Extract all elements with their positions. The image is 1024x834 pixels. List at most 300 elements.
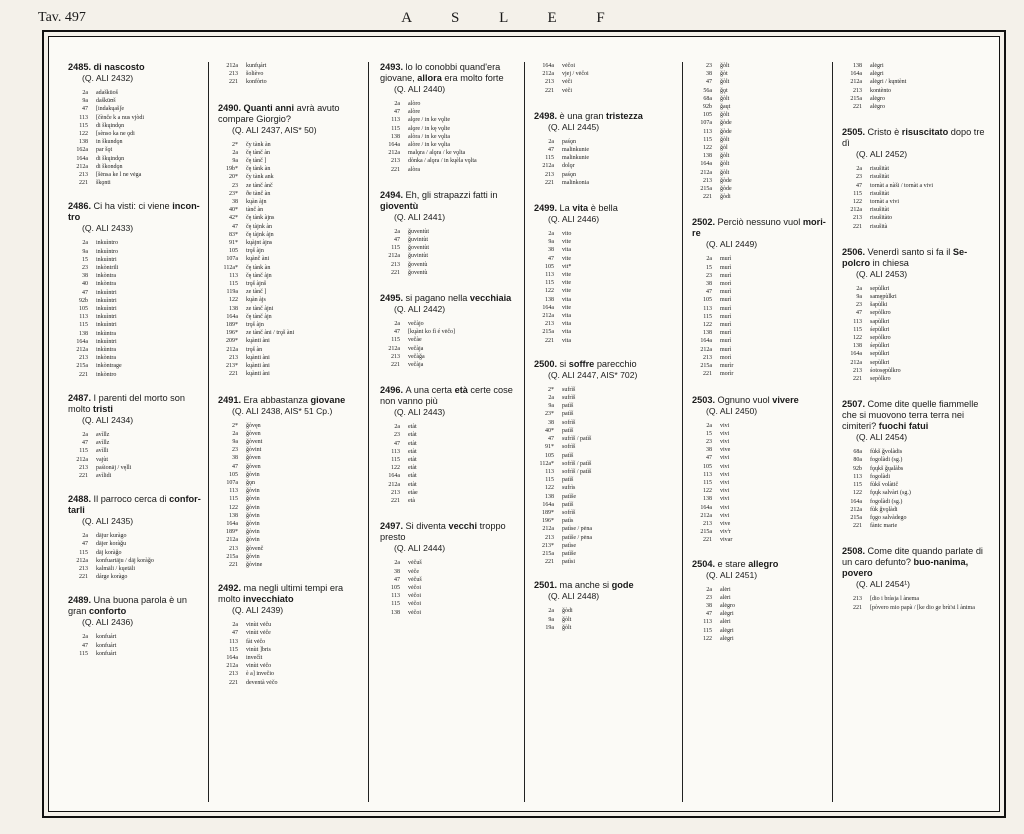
dialect-form: konfuárt [96,650,117,657]
entry [370,293,524,369]
response-row [370,353,524,361]
dialect-form: fǫgo salvàdego [870,514,907,521]
dialect-form: čę tànč àjn [246,313,272,320]
response-list [524,138,682,187]
response-row [832,326,994,334]
survey-point: 213 [703,177,712,184]
dialect-form: vėčoi [562,63,575,69]
survey-point: 47 [548,255,554,262]
entry-question-tail: era molto forte [441,73,504,83]
dialect-form: sofrìš [562,509,576,516]
dialect-form: ðe tànč àn [246,190,271,197]
response-list [682,255,832,378]
survey-point: 2a [232,622,238,629]
survey-point: 2a [232,149,238,156]
response-row [370,252,524,260]
dialect-form: fǫųk salvàri (sg.) [870,490,911,497]
response-row [832,206,994,214]
response-list [58,239,208,378]
dialect-form: fogolàdi [870,473,890,480]
survey-point: 23 [706,438,712,445]
dialect-form: śotosępùlkro [870,367,901,374]
survey-point: 164a [700,161,712,168]
response-row [682,78,832,86]
entry-keyword: conforto [88,606,127,617]
survey-point: 47 [232,630,238,637]
response-row [682,454,832,462]
response-row [524,230,682,238]
dialect-form: vit* [562,263,572,270]
dialect-form: alǫre / in ke vǫlte [408,117,450,124]
response-list [524,230,682,345]
entry-question: A una certa [405,385,455,396]
dialect-form: sofrìš / patìš [562,468,592,475]
entry-reference: (Q. ALI 2448) [548,591,600,602]
response-row [370,157,524,165]
entry-reference: (Q. ALI 2451) [706,569,758,580]
entry [208,62,368,87]
entry-reference: (Q. ALI 2446) [548,214,600,225]
response-row [208,561,368,569]
survey-point: 122 [79,131,88,138]
dialect-form: ǧòlt [720,136,730,143]
survey-point: 212a [700,169,712,176]
response-row [208,255,368,263]
dialect-form: ǧòde [720,120,732,127]
survey-point: 47 [394,329,400,336]
dialect-form: dājur kuràgo [96,533,127,540]
dialect-form: vita [562,313,571,320]
response-row [832,70,994,78]
survey-point: 164a [850,351,862,358]
entry-reference: (Q. ALI 2442) [394,304,446,315]
survey-point: 213 [229,71,238,78]
response-row [832,173,994,181]
survey-point: 221 [853,604,862,611]
survey-point: 113 [391,593,400,600]
survey-point: 221 [853,523,862,530]
entry [832,62,994,111]
survey-point: 19a [545,624,554,631]
survey-point: 20* [229,174,238,181]
response-row [832,367,994,375]
survey-point: 221 [229,371,238,378]
response-row [832,182,994,190]
response-row [524,78,682,86]
dialect-form: kųànti àni [246,363,270,370]
dialect-form: škǫnti [96,180,111,187]
entry-question-tail: dopo tre dì [842,127,985,149]
entry [370,521,524,616]
survey-point: 68a [703,95,712,102]
dialect-form: avìllz [96,440,110,447]
response-row [682,152,832,160]
dialect-form: ze tànč àjni [246,305,274,312]
response-row [524,542,682,550]
dialect-form: inkùntra [96,330,116,337]
entry [524,203,682,345]
survey-point: 213 [229,545,238,552]
dialect-form: alėgri [720,635,734,642]
response-row [58,362,208,370]
survey-point: 115 [229,496,238,503]
entry-number: 2491. [218,394,244,405]
survey-point: 213 [853,215,862,222]
survey-point: 2a [706,422,712,429]
survey-point: 115 [853,190,862,197]
dialect-form: adašküoš [96,90,118,96]
response-row [524,287,682,295]
response-row [832,198,994,206]
survey-point: 212a [388,253,400,260]
survey-point: 113 [853,318,862,325]
dialect-form: patìše [562,493,576,500]
response-row [524,558,682,566]
survey-point: 213 [703,354,712,361]
survey-point: 113 [229,488,238,495]
dialect-form: vėčuš [408,560,422,567]
entry-reference: (Q. ALI 2444) [394,543,446,554]
dialect-form: trǫš àjn [246,322,264,329]
survey-point: 122 [853,490,862,497]
response-row [370,489,524,497]
entry-number: 2496. [380,385,406,396]
survey-point: 105 [545,452,554,459]
survey-point: 23 [706,63,712,69]
response-list [682,62,832,201]
dialect-form: età [408,498,415,505]
dialect-form: [indakųašʃe [96,106,124,113]
response-row [208,679,368,687]
entry-question: ma anche si [559,580,612,591]
dialect-form: etàt [408,440,417,447]
survey-point: 2a [82,533,88,540]
page-header [0,0,1024,28]
survey-point: 221 [391,269,400,276]
response-row [58,642,208,650]
entry [832,247,994,383]
survey-point: 213 [229,671,238,678]
survey-point: 83* [229,231,238,238]
column-1 [58,62,209,802]
dialect-form: fàt vėčo [246,638,266,645]
survey-point: 23* [545,411,554,418]
response-row [682,255,832,263]
response-row [58,447,208,455]
entry-question: Quanti [243,102,276,113]
response-row [832,78,994,86]
response-row [524,255,682,263]
entry [58,393,208,480]
dialect-form: inkòntrili [96,265,119,272]
survey-point: 213 [79,172,88,179]
dialect-form: ǧòlt [720,63,730,69]
response-row [524,402,682,410]
entry-keyword: tristezza [606,110,643,121]
dialect-form: sufrìš / patìš [562,436,592,443]
response-row [58,565,208,573]
dialect-form: sepùlkri [870,351,890,358]
survey-point: 212a [226,663,238,670]
entry [208,103,368,379]
dialect-form: ǧòvin [246,512,260,519]
dialect-form: ǧòde [720,186,732,193]
entry-number: 2501. [534,580,560,591]
atlas-title: A S L E F [401,10,623,26]
survey-point: 122 [229,297,238,304]
dialect-form: trǫš àjnš [246,281,267,288]
response-row [682,111,832,119]
response-row [524,616,682,624]
dialect-form: ǧoventù [408,269,428,276]
survey-point: 138 [853,343,862,350]
dialect-form: kųàn àjn [246,199,267,206]
survey-point: 47 [706,611,712,618]
response-row [524,279,682,287]
survey-point: 138 [853,63,862,69]
survey-point: 47 [394,576,400,583]
survey-point: 115 [545,280,554,287]
survey-point: 112a* [223,264,238,271]
response-row [370,236,524,244]
entry-keyword: anni [275,102,295,113]
dialect-form: ze tànč ànč [246,182,273,189]
dialect-form: murì [720,305,732,312]
survey-point: 215a [76,363,88,370]
response-row [208,479,368,487]
entry [832,399,994,530]
dialect-form: inkuìntri [96,256,117,263]
response-row [682,103,832,111]
survey-point: 164a [76,338,88,345]
response-row [524,476,682,484]
response-list [370,100,524,174]
survey-point: 2a [548,608,554,615]
entry-title [380,190,520,212]
dialect-form: sofrìš [562,419,576,426]
dialect-form: alėgro [720,602,735,609]
dialect-form: fùkš volàtič [870,482,899,489]
dialect-form: večàja [408,362,424,369]
survey-point: 113 [703,471,712,478]
response-row [682,370,832,378]
survey-point: 9a [232,158,238,165]
response-row [58,532,208,540]
response-row [208,296,368,304]
dialect-form: večàǧa [408,353,425,360]
dialect-form: ǧoventù [408,261,428,268]
dialect-form: konfuárt [96,634,117,641]
response-row [58,573,208,581]
dialect-form: patìš [562,452,574,459]
entry-number: 2505. [842,127,868,138]
survey-point: 213 [391,489,400,496]
survey-point: 213 [853,596,862,603]
response-row [208,280,368,288]
dialect-form: vivi [720,488,730,495]
response-row [832,375,994,383]
response-row [370,440,524,448]
dialect-form: ǧòlt [720,112,730,119]
dialect-form: vite [562,304,571,311]
dialect-form: vive [720,447,731,454]
response-row [208,545,368,553]
response-row [682,193,832,201]
entry-keyword: fuochi fatui [878,421,929,432]
survey-point: 2* [232,422,238,429]
dialect-form: večàjo [408,321,424,328]
dialect-form: inkòntra [96,273,116,280]
entry-keyword: mori-re [692,217,826,239]
survey-point: 15 [706,264,712,271]
response-list [682,586,832,643]
response-row [524,304,682,312]
response-row [370,328,524,336]
survey-point: 221 [545,179,554,186]
response-row [682,169,832,177]
response-row [58,456,208,464]
entry-keyword: allora [417,73,442,83]
survey-point: 115 [79,122,88,129]
dialect-form: inkuìntro [96,240,118,247]
survey-point: 115 [853,326,862,333]
dialect-form: etàe [408,489,418,496]
survey-point: 2a [82,90,88,96]
dialect-form: kųànč àni [246,256,270,263]
dialect-form: kontènto [870,87,891,94]
response-row [58,163,208,171]
response-row [682,471,832,479]
response-list [524,607,682,632]
entry-question: ma negli ultimi tempi era molto [218,583,344,605]
survey-point: 2a [706,586,712,593]
entry-title [534,111,678,122]
entry-keyword: vecchi [448,521,478,532]
survey-point: 213* [542,542,554,549]
dialect-form: [šėnsa ke l ne vėga [96,172,142,179]
entry [524,111,682,187]
dialect-form: ǧòvin [246,496,260,503]
entry-number: 2508. [842,546,868,557]
dialect-form: vivar [720,537,733,544]
dialect-form: ǧòde [720,128,732,135]
entry-title [68,393,204,415]
dialect-form: ǧòvin [246,529,260,536]
survey-point: 2a [856,166,862,173]
dialect-form: vėče [408,568,419,575]
survey-point: 221 [545,337,554,344]
dialect-form: patìš [562,403,574,410]
survey-point: 2a [82,634,88,641]
dialect-form: fùkš ǧvolàdis [870,449,903,456]
survey-point: 115 [391,337,400,344]
dialect-form: ǧòvin [246,553,260,560]
response-list [208,141,368,379]
dialect-form: vita [562,321,571,328]
dialect-form: di škųindǫn [96,122,125,129]
dialect-form: patìse [562,542,576,549]
response-row [832,489,994,497]
response-row [370,600,524,608]
survey-point: 122 [703,322,712,329]
response-row [208,430,368,438]
dialect-form: vivi [720,504,730,511]
survey-point: 138 [79,330,88,337]
survey-point: 2a [548,138,554,145]
response-row [370,336,524,344]
response-list [208,422,368,570]
survey-point: 221 [391,166,400,173]
survey-point: 164a [226,520,238,527]
survey-point: 164a [700,504,712,511]
survey-point: 122 [703,488,712,495]
dialect-form: čę tànč ] [246,158,267,165]
survey-point: 213 [229,354,238,361]
dialect-form: murì [720,330,732,337]
survey-point: 213 [703,520,712,527]
response-row [682,528,832,536]
survey-point: 2a [548,231,554,238]
response-row [208,362,368,370]
response-list [370,228,524,277]
response-row [208,288,368,296]
survey-point: 221 [79,180,88,187]
response-row [832,318,994,326]
entry-keyword: gioventù [380,200,419,211]
entry-number: 2485. [68,62,94,72]
entry-keyword: Se-polcro [842,246,968,268]
dialect-form: tornàt a nàši / tornàt a vivi [870,182,933,189]
survey-point: 213 [391,158,400,165]
entry-question: Una buona parola è un gran [68,595,188,617]
dialect-form: vito [562,231,572,238]
response-row [208,454,368,462]
response-row [682,430,832,438]
response-row [524,624,682,632]
response-row [370,576,524,584]
response-row [58,130,208,138]
survey-point: 92b [703,104,712,111]
response-row [682,536,832,544]
response-row [524,484,682,492]
dialect-form: di škųindǫn [96,155,125,162]
dialect-form: čę tànk àn [246,264,271,271]
response-row [208,553,368,561]
entry-question: Perciò nessuno vuol [717,217,803,228]
dialect-form: alėgro [870,95,885,102]
dialect-form: deventà vėčo [246,679,278,686]
dialect-form: inkuìntro [96,248,118,255]
response-row [370,497,524,505]
survey-point: 215a [542,329,554,336]
entry [682,559,832,643]
response-row [370,100,524,108]
dialect-form: alòra / in ke vǫlta [408,133,450,140]
response-row [524,171,682,179]
dialect-form: kųànti àni [246,354,270,361]
response-row [832,359,994,367]
entry-question-tail: certe cose non vanno più [380,385,513,407]
entry-question: lo lo conobbi quand'era giovane, [380,62,501,83]
response-row [682,87,832,95]
response-row [208,654,368,662]
dialect-form: vivi [720,479,730,486]
dialect-form: vite [562,288,571,295]
dialect-form: ǧǫn [246,479,255,486]
response-row [58,122,208,130]
survey-point: 164a [388,473,400,480]
survey-point: 164a [226,313,238,320]
